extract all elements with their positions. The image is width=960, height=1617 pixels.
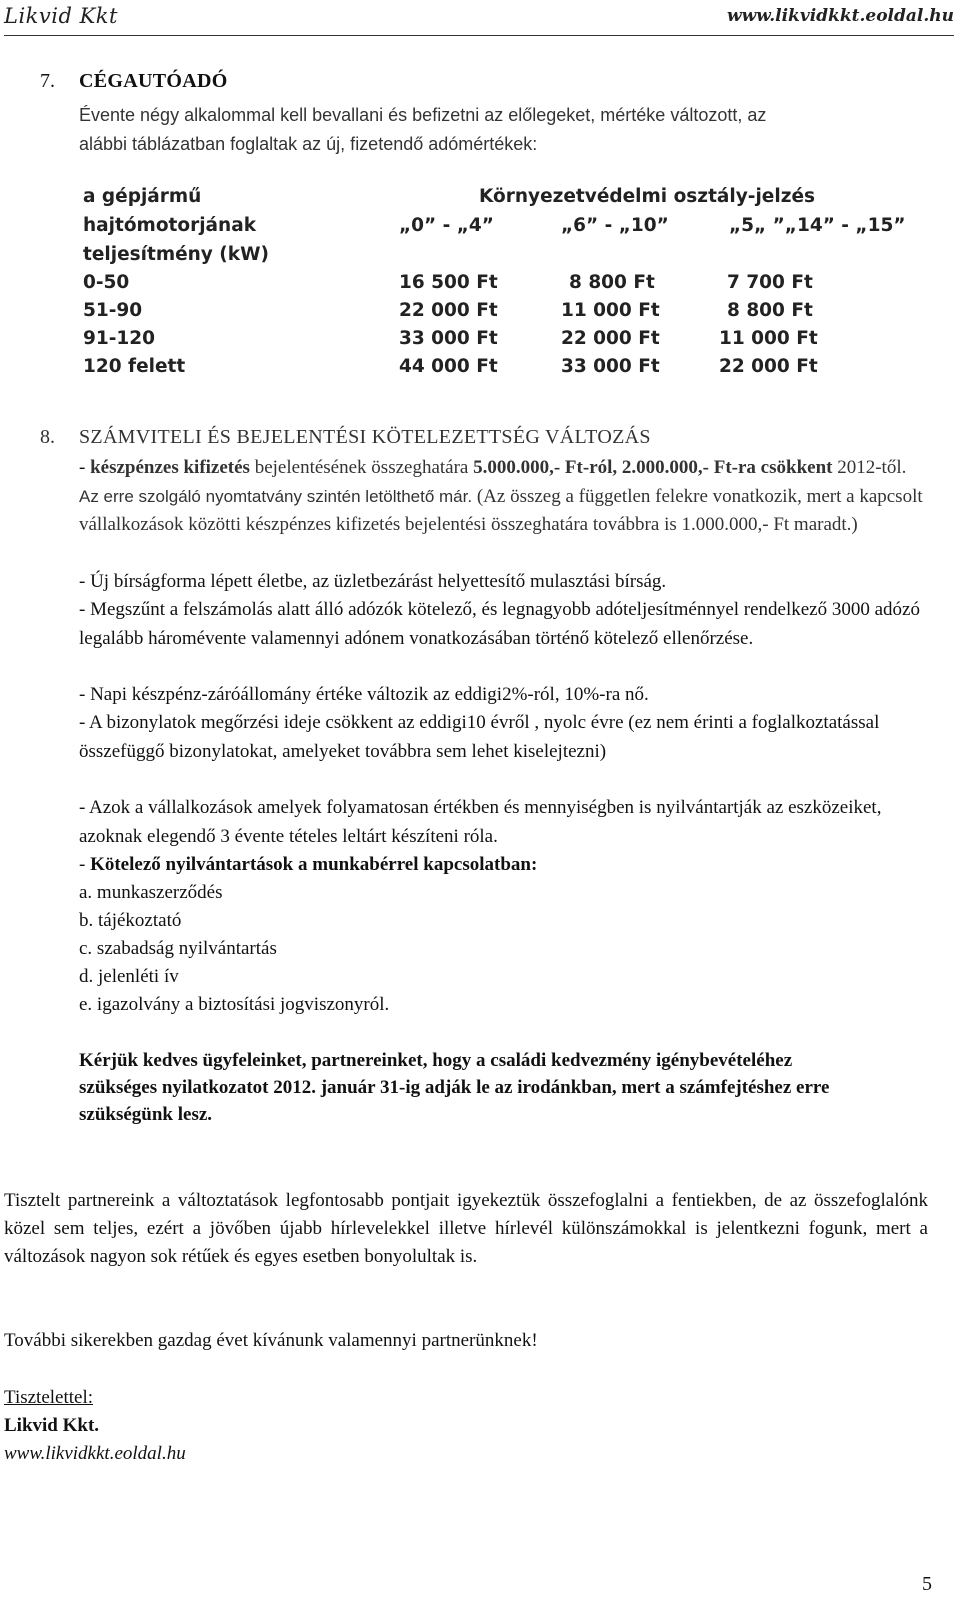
table-group-header: Környezetvédelmi osztály-jelzés — [479, 186, 816, 207]
list-item: c. szabadság nyilvántartás — [79, 938, 277, 959]
list-item: a. munkaszerződés — [79, 882, 223, 903]
section-8-paragraph-5: - A bizonylatok megőrzési ideje csökkent az eddigi10 évről , nyolc évre (ez nem érinti a foglalkoztatással összefüggő bizonylatokat, amelyeket továbbra sem lehet kiselejtezni) — [79, 712, 880, 762]
page-number: 5 — [922, 1573, 932, 1595]
table-cell: 11 000 Ft — [719, 328, 818, 349]
table-cell: 22 000 Ft — [719, 356, 818, 377]
text-span: (Az összeg a független felekre vonatkozik, mert a kapcsolt vállalkozások közötti készpénzes kifizetés bejelentési összeghatára továbbra is 1.000.000,- Ft maradt.) — [79, 485, 923, 536]
signature-greeting: Tisztelettel: — [4, 1387, 94, 1408]
page-header — [4, 4, 954, 34]
table-col-header-1: „0” - „4” — [399, 215, 494, 236]
section-8-paragraph-2: - Új bírságforma lépett életbe, az üzletbezárást helyettesítő mulasztási bírság. — [79, 571, 667, 592]
section-7-number: 7. — [40, 70, 55, 92]
table-col-header-3: „5„ ”„14” - „15” — [729, 215, 906, 236]
list-item: e. igazolvány a biztosítási jogviszonyról. — [79, 994, 390, 1015]
wishes-line: További sikerekben gazdag évet kívánunk valamennyi partnerünknek! — [4, 1330, 538, 1351]
table-cell: 8 800 Ft — [727, 300, 813, 321]
header-divider — [4, 35, 954, 36]
table-row-label: 91-120 — [83, 328, 156, 349]
table-cell: 33 000 Ft — [399, 328, 498, 349]
signature-company: Likvid Kkt. — [4, 1415, 100, 1436]
dash: - — [79, 457, 91, 478]
table-row-label: 120 felett — [83, 356, 186, 377]
section-8-number: 8. — [40, 426, 55, 448]
table-cell: 22 000 Ft — [561, 328, 660, 349]
section-8-paragraph-4: - Napi készpénz-záróállomány értéke változik az eddigi2%-ról, 10%-ra nő. — [79, 684, 649, 705]
section-8-paragraph-1 — [79, 454, 929, 540]
table-cell: 16 500 Ft — [399, 272, 498, 293]
form-note: Az erre szolgáló nyomtatvány szintén letölthető már. — [79, 486, 473, 506]
section-7-line-1: Évente négy alkalommal kell bevallani és befizetni az előlegeket, mértéke változott, az — [79, 105, 767, 125]
table-row-label: 0-50 — [83, 272, 130, 293]
text-span: 2012-től. — [832, 457, 907, 478]
table-cell: 11 000 Ft — [561, 300, 660, 321]
table-cell: 33 000 Ft — [561, 356, 660, 377]
table-cell: 8 800 Ft — [569, 272, 655, 293]
table-header-line-2: hajtómotorjának — [83, 215, 256, 236]
table-header-line-3: teljesítmény (kW) — [83, 244, 269, 265]
section-8-paragraph-3: - Megszűnt a felszámolás alatt álló adózók kötelező, és legnagyobb adóteljesítménnyel rendelkező 3000 adózó legalább háromévente valamennyi adónem vonatkozásában történő kötelező ellenőrzése. — [79, 599, 920, 649]
car-tax-table — [79, 186, 906, 388]
list-item: d. jelenléti ív — [79, 966, 179, 987]
section-7-title: CÉGAUTÓADÓ — [79, 70, 228, 92]
table-cell: 7 700 Ft — [727, 272, 813, 293]
list-item: b. tájékoztató — [79, 910, 182, 931]
company-logo: Likvid Kkt — [4, 4, 118, 28]
table-header-line-1: a gépjármű — [83, 186, 202, 207]
table-col-header-2: „6” - „10” — [561, 215, 669, 236]
section-8-paragraph-6: - Azok a vállalkozások amelyek folyamatosan értékben és mennyiségben is nyilvántartják az eszközeiket, azoknak elegendő 3 évente tételes leltárt készíteni róla. — [79, 797, 882, 847]
closing-paragraph: Tisztelt partnereink a változtatások legfontosabb pontjait igyekeztük összefoglalni a fentiekben, de az összefoglalónk közel sem teljes, ezért a jövőben újabb hírlevelekkel illetve hírlevél különszámokkal is jelentkezni fogunk, mert a változások nagyon sok rétűek és egyes esetben bonyolultak is. — [4, 1190, 928, 1267]
cash-payment-bold: készpénzes kifizetés — [90, 457, 250, 478]
dash: - — [79, 854, 91, 875]
threshold-bold: 5.000.000,- Ft-ról, 2.000.000,- Ft-ra csökkent — [473, 457, 833, 478]
section-7-line-2: alábbi táblázatban foglaltak az új, fizetendő adómértékek: — [79, 134, 538, 154]
section-8-title: SZÁMVITELI ÉS BEJELENTÉSI KÖTELEZETTSÉG VÁLTOZÁS — [79, 426, 651, 448]
table-row-label: 51-90 — [83, 300, 143, 321]
table-cell: 44 000 Ft — [399, 356, 498, 377]
header-website: www.likvidkkt.eoldal.hu — [727, 6, 954, 26]
mandatory-records-heading: Kötelező nyilvántartások a munkabérrel kapcsolatban: — [90, 854, 538, 875]
text-span: bejelentésének összeghatára — [249, 457, 474, 478]
table-cell: 22 000 Ft — [399, 300, 498, 321]
signature-website: www.likvidkkt.eoldal.hu — [4, 1443, 186, 1464]
section-8-paragraph-7 — [79, 851, 952, 880]
family-allowance-notice: Kérjük kedves ügyfeleinket, partnereinket, hogy a családi kedvezmény igénybevételéhez szükséges nyilatkozatot 2012. január 31-ig adják le az irodánkban, mert a számfejtéshez erre szükségünk lesz. — [79, 1050, 830, 1125]
